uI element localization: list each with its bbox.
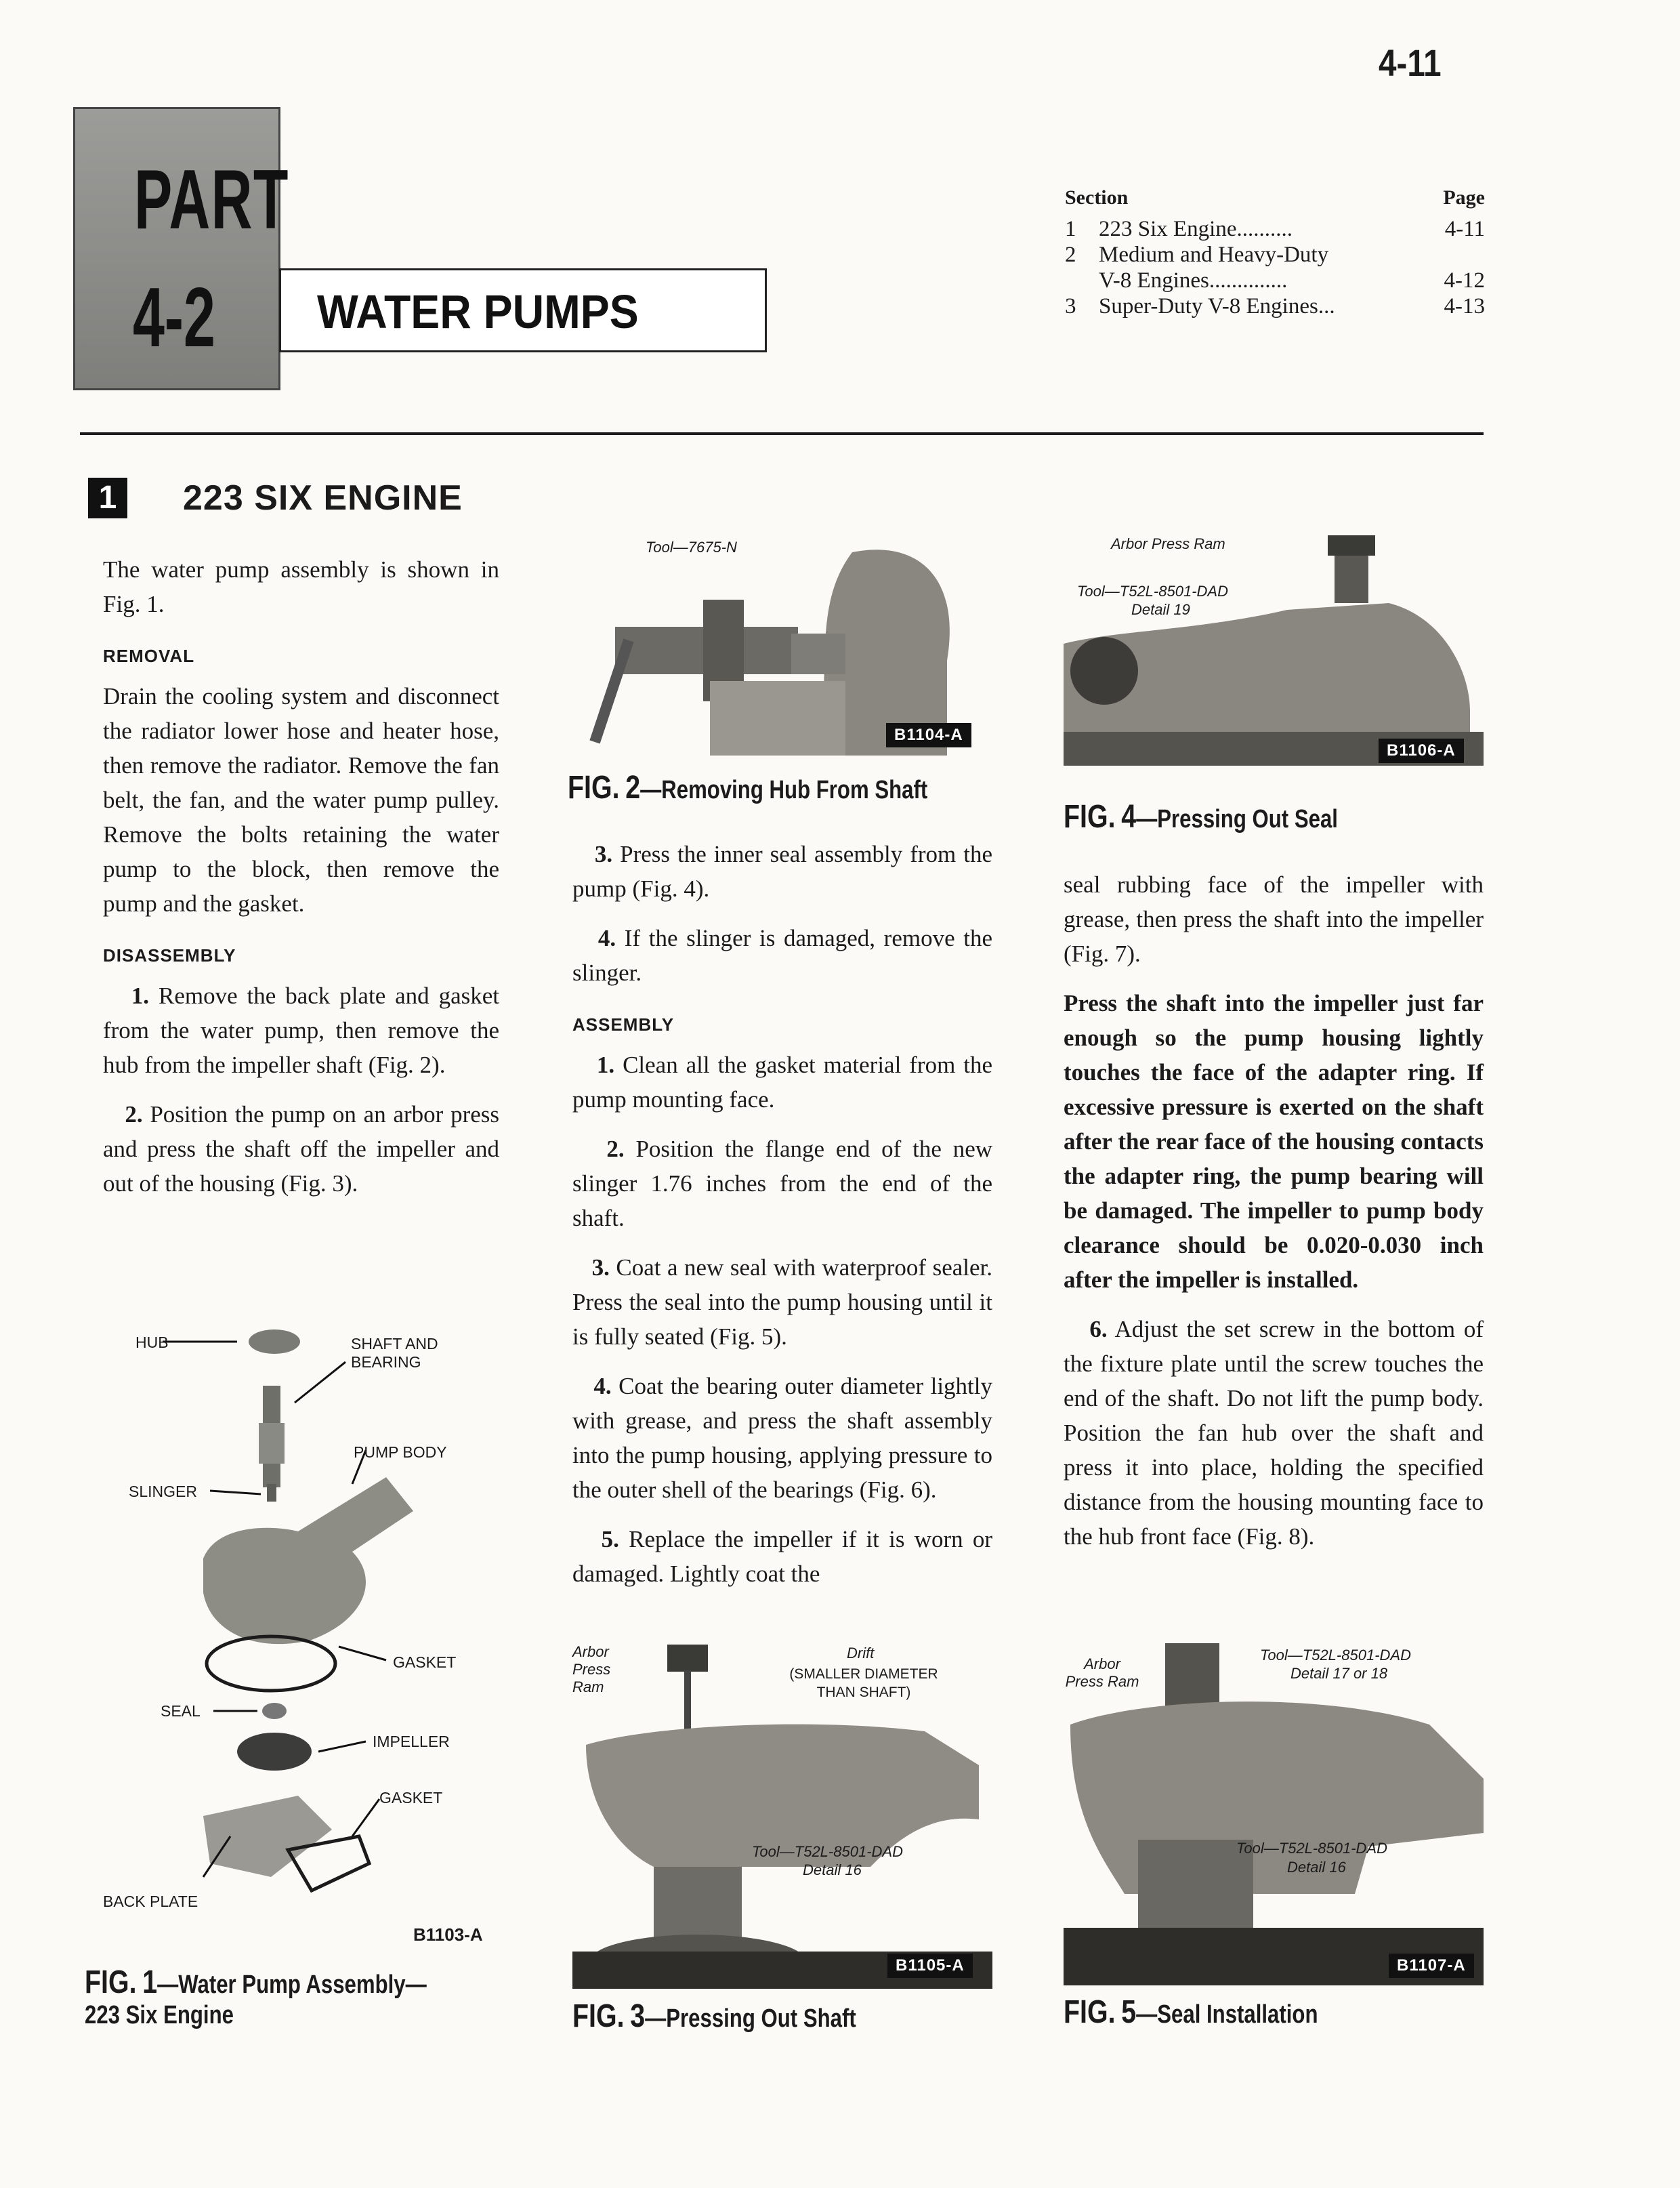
fig3-tool-label: Tool—T52L-8501-DAD	[752, 1843, 903, 1860]
toc-num: 2	[1065, 243, 1076, 267]
toc-num: 1	[1065, 217, 1076, 241]
warning-text: Press the shaft into the impeller just far enough so the pump housing lightly touches the face of the adapter ring. If excessive pressure is exerted on the shaft after the rear face of the housing contacts the adapter ring, the pump bearing will be damaged. The impeller to pump body clearance should be 0.020-0.030 inch after the impeller is installed.	[1064, 990, 1484, 1293]
assembly-step: 5. Replace the impeller if it is worn or damaged. Lightly coat the	[572, 1526, 992, 1587]
disassembly-step: 3. Press the inner seal assembly from the pump (Fig. 4).	[572, 841, 993, 902]
page-number: 4-11	[1379, 41, 1442, 84]
intro-text: The water pump assembly is shown in Fig. 1.	[103, 556, 499, 617]
toc-num	[1065, 268, 1099, 293]
fig5-image	[1064, 1643, 1484, 1985]
fig3-id: B1105-A	[887, 1954, 973, 1978]
fig1-drawing	[95, 1321, 515, 1952]
part-title: WATER PUMPS	[317, 285, 639, 338]
fig4	[1064, 535, 1484, 766]
fig5-id: B1107-A	[1389, 1954, 1474, 1978]
assembly-heading: ASSEMBLY	[572, 1014, 675, 1035]
toc-dots: ..........	[1236, 217, 1293, 241]
toc-dots: ...	[1318, 294, 1335, 318]
toc-dots: ..............	[1209, 268, 1288, 293]
part-label: PART	[134, 153, 289, 247]
fig3-caption: FIG. 3—Pressing Out Shaft	[572, 1998, 856, 2034]
toc-row[interactable]	[1065, 293, 1485, 319]
column-1	[103, 552, 499, 1216]
toc-row[interactable]	[1065, 242, 1485, 268]
removal-heading: REMOVAL	[103, 646, 195, 666]
fig5-caption: FIG. 5—Seal Installation	[1064, 1994, 1318, 2030]
removal-text: Drain the cooling system and disconnect the radiator lower hose and heater hose, then remove the radiator. Remove the fan belt, the fan, and the water pump pulley. Remove the bolts retaining the water pump to the block, then remove the pump and the gasket.	[103, 683, 499, 917]
table-of-contents	[1065, 186, 1485, 319]
fig3-drift-note: (SMALLER DIAMETER THAN SHAFT)	[789, 1666, 938, 1700]
fig1-label-impeller: IMPELLER	[373, 1733, 450, 1750]
fig3	[572, 1643, 992, 1989]
assembly-step: 4. Coat the bearing outer diameter lightly with grease, and press the shaft assembly into the pump housing, applying pressure to the outer shell of the bearings (Fig. 6).	[572, 1373, 993, 1503]
fig4-detail-label: Detail 19	[1131, 601, 1190, 618]
fig5-tool-bottom: Tool—T52L-8501-DAD	[1236, 1840, 1387, 1857]
part-number: 4-2	[133, 271, 215, 365]
toc-title: 223 Six Engine	[1099, 217, 1237, 241]
fig1-label-slinger: SLINGER	[129, 1483, 197, 1500]
fig1-label-hub: HUB	[135, 1334, 169, 1351]
disassembly-heading: DISASSEMBLY	[103, 945, 236, 966]
fig2-caption: FIG. 2—Removing Hub From Shaft	[568, 770, 928, 806]
toc-row[interactable]	[1065, 268, 1485, 293]
fig1-label-gasket: GASKET	[393, 1653, 457, 1671]
fig2-id: B1104-A	[886, 723, 971, 747]
column-2	[572, 837, 992, 1606]
part-box	[73, 107, 639, 386]
assembly-step: 1. Clean all the gasket material from the pump mounting face.	[572, 1052, 993, 1113]
section-title: 223 SIX ENGINE	[183, 478, 463, 518]
disassembly-step: 4. If the slinger is damaged, remove the slinger.	[572, 925, 993, 986]
toc-dots	[1328, 242, 1485, 268]
toc-page: 4-12	[1444, 268, 1485, 293]
fig4-id: B1106-A	[1379, 739, 1464, 763]
section-badge: 1	[88, 478, 127, 518]
assembly-step: 3. Coat a new seal with waterproof sealer. Press the seal into the pump housing until it is fully seated (Fig. 5).	[572, 1254, 993, 1350]
fig1-label-shaft: SHAFT AND BEARING	[351, 1335, 438, 1371]
fig1-id: B1103-A	[413, 1924, 483, 1945]
fig1-caption: FIG. 1—Water Pump Assembly— 223 Six Engine	[85, 1964, 427, 2029]
fig5-detail-bottom: Detail 16	[1287, 1859, 1346, 1876]
fig4-tool-label: Tool—T52L-8501-DAD	[1077, 583, 1228, 600]
assembly-step: 6. Adjust the set screw in the bottom of the fixture plate until the screw touches the end of the shaft. Do not lift the pump body. Position the fan hub over the shaft and press it into place, holding the specified distance from the housing mounting face to the hub front face (Fig. 8).	[1064, 1316, 1484, 1550]
disassembly-step: 1. Remove the back plate and gasket from the water pump, then remove the hub from the impeller shaft (Fig. 2).	[103, 983, 500, 1078]
fig2-tool-label: Tool—7675-N	[646, 539, 737, 556]
fig4-caption: FIG. 4—Pressing Out Seal	[1064, 799, 1338, 835]
column-3	[1064, 867, 1484, 1569]
fig1-diagram	[95, 1321, 515, 1952]
fig5-detail-top: Detail 17 or 18	[1290, 1665, 1388, 1682]
fig1-label-pump-body: PUMP BODY	[354, 1443, 447, 1461]
fig1-label-back-plate: BACK PLATE	[103, 1893, 198, 1910]
toc-title: V-8 Engines	[1099, 268, 1209, 293]
fig1-label-seal: SEAL	[161, 1702, 201, 1720]
fig4-image	[1064, 535, 1484, 766]
toc-row[interactable]	[1065, 216, 1485, 242]
toc-section-header: Section	[1065, 186, 1129, 209]
disassembly-step: 2. Position the pump on an arbor press and press the shaft off the impeller and out of the housing (Fig. 3).	[103, 1101, 500, 1197]
toc-num: 3	[1065, 294, 1076, 318]
assembly-step: 2. Position the flange end of the new slinger 1.76 inches from the end of the shaft.	[572, 1136, 993, 1231]
toc-page: 4-13	[1444, 294, 1485, 318]
toc-page: 4-11	[1444, 217, 1485, 241]
column3-text: seal rubbing face of the impeller with grease, then press the shaft into the impeller (Fig. 7).	[1064, 871, 1484, 967]
fig5-arbor-label: Arbor Press Ram	[1065, 1655, 1139, 1690]
fig5	[1064, 1643, 1484, 1985]
header-rule	[80, 432, 1484, 435]
fig3-drift-label: Drift	[847, 1645, 875, 1661]
fig5-tool-top: Tool—T52L-8501-DAD	[1260, 1647, 1411, 1664]
fig2	[568, 539, 988, 756]
fig3-detail-label: Detail 16	[803, 1861, 862, 1878]
fig1-label-gasket-2: GASKET	[379, 1789, 443, 1807]
toc-title: Medium and Heavy-Duty	[1099, 243, 1329, 267]
fig4-arbor-label: Arbor Press Ram	[1111, 535, 1225, 552]
toc-title: Super-Duty V-8 Engines	[1099, 294, 1318, 318]
toc-page-header: Page	[1443, 186, 1485, 209]
fig3-arbor-label: Arbor Press Ram	[572, 1643, 611, 1695]
